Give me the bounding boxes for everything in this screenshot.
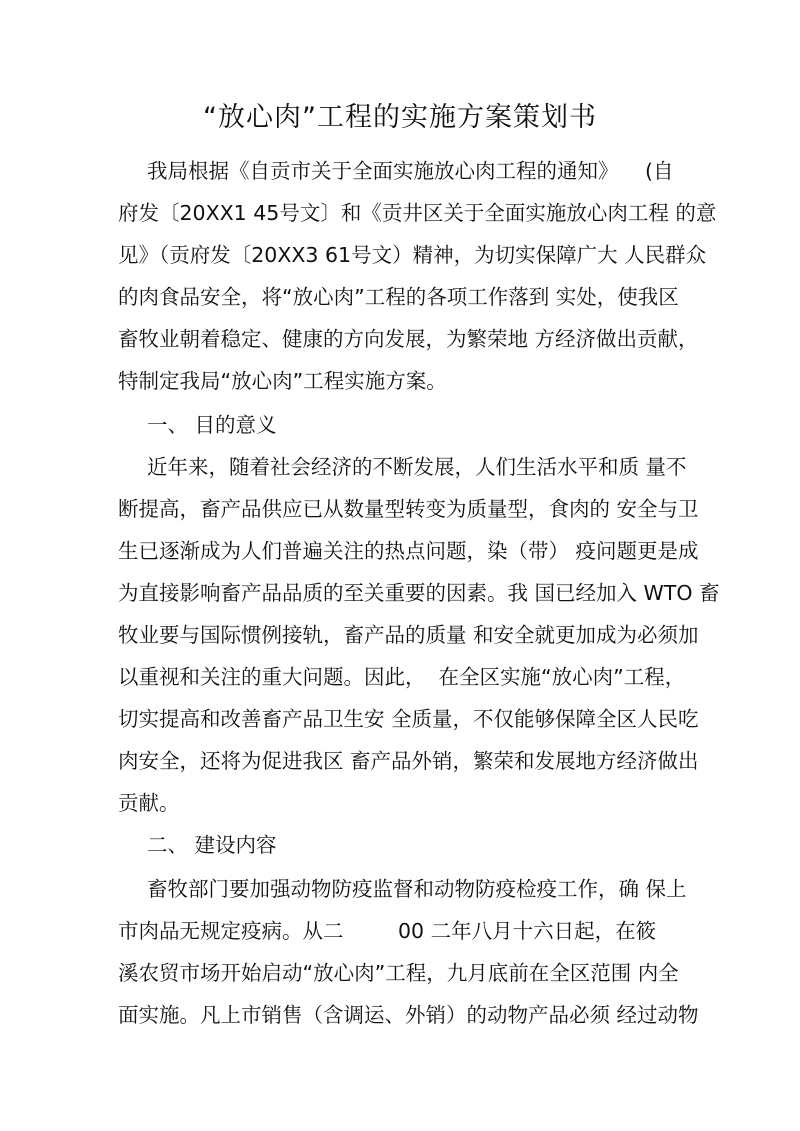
section1-heading: 一、 目的意义 xyxy=(147,413,277,437)
intro-line-3: 见》（贡府发〔20XX3 61号文）精神，为切实保障广大 人民群众 xyxy=(118,243,707,267)
section2-line-2-tail: 00 二年八月十六日起，在筱 xyxy=(398,919,657,943)
section1-line-6: 以重视和关注的重大问题。因此， 在全区实施“放心肉”工程， xyxy=(118,665,686,689)
intro-line-5: 畜牧业朝着稳定、健康的方向发展，为繁荣地 方经济做出贡献， xyxy=(118,327,699,351)
intro-line-1-tail: (自 xyxy=(645,159,674,183)
intro-line-6: 特制定我局“放心肉”工程实施方案。 xyxy=(118,369,447,393)
section2-line-3: 溪农贸市场开始启动“放心肉”工程，九月底前在全区范围 内全 xyxy=(118,961,679,985)
section2-line-1: 畜牧部门要加强动物防疫监督和动物防疫检疫工作，确 保上 xyxy=(147,877,687,901)
section1-line-9: 贡献。 xyxy=(118,791,180,815)
section1-line-5: 牧业要与国际惯例接轨，畜产品的质量 和安全就更加成为必须加 xyxy=(118,623,699,647)
intro-line-1: 我局根据《自贡市关于全面实施放心肉工程的通知》 xyxy=(147,159,619,183)
section1-line-2: 断提高，畜产品供应已从数量型转变为质量型，食肉的 安全与卫 xyxy=(118,497,699,521)
section1-line-4: 为直接影响畜产品品质的至关重要的因素。我 国已经加入 WTO 畜 xyxy=(118,581,720,605)
document-title: “放心肉”工程的实施方案策划书 xyxy=(203,102,597,133)
section1-line-8: 肉安全，还将为促进我区 畜产品外销，繁荣和发展地方经济做出 xyxy=(118,749,699,773)
intro-line-4: 的肉食品安全，将“放心肉”工程的各项工作落到 实处，使我区 xyxy=(118,285,679,309)
section2-line-4: 面实施。凡上市销售（含调运、外销）的动物产品必须 经过动物 xyxy=(118,1003,699,1027)
section2-heading: 二、 建设内容 xyxy=(147,833,277,857)
section1-line-7: 切实提高和改善畜产品卫生安 全质量，不仅能够保障全区人民吃 xyxy=(118,707,699,731)
intro-line-2: 府发〔20XX1 45号文〕和《贡井区关于全面实施放心肉工程 的意 xyxy=(118,201,717,225)
section1-line-1: 近年来，随着社会经济的不断发展，人们生活水平和质 量不 xyxy=(147,455,687,479)
section1-line-3: 生已逐渐成为人们普遍关注的热点问题，染（带） 疫问题更是成 xyxy=(118,539,699,563)
section2-line-2: 市肉品无规定疫病。从二 xyxy=(118,919,344,943)
